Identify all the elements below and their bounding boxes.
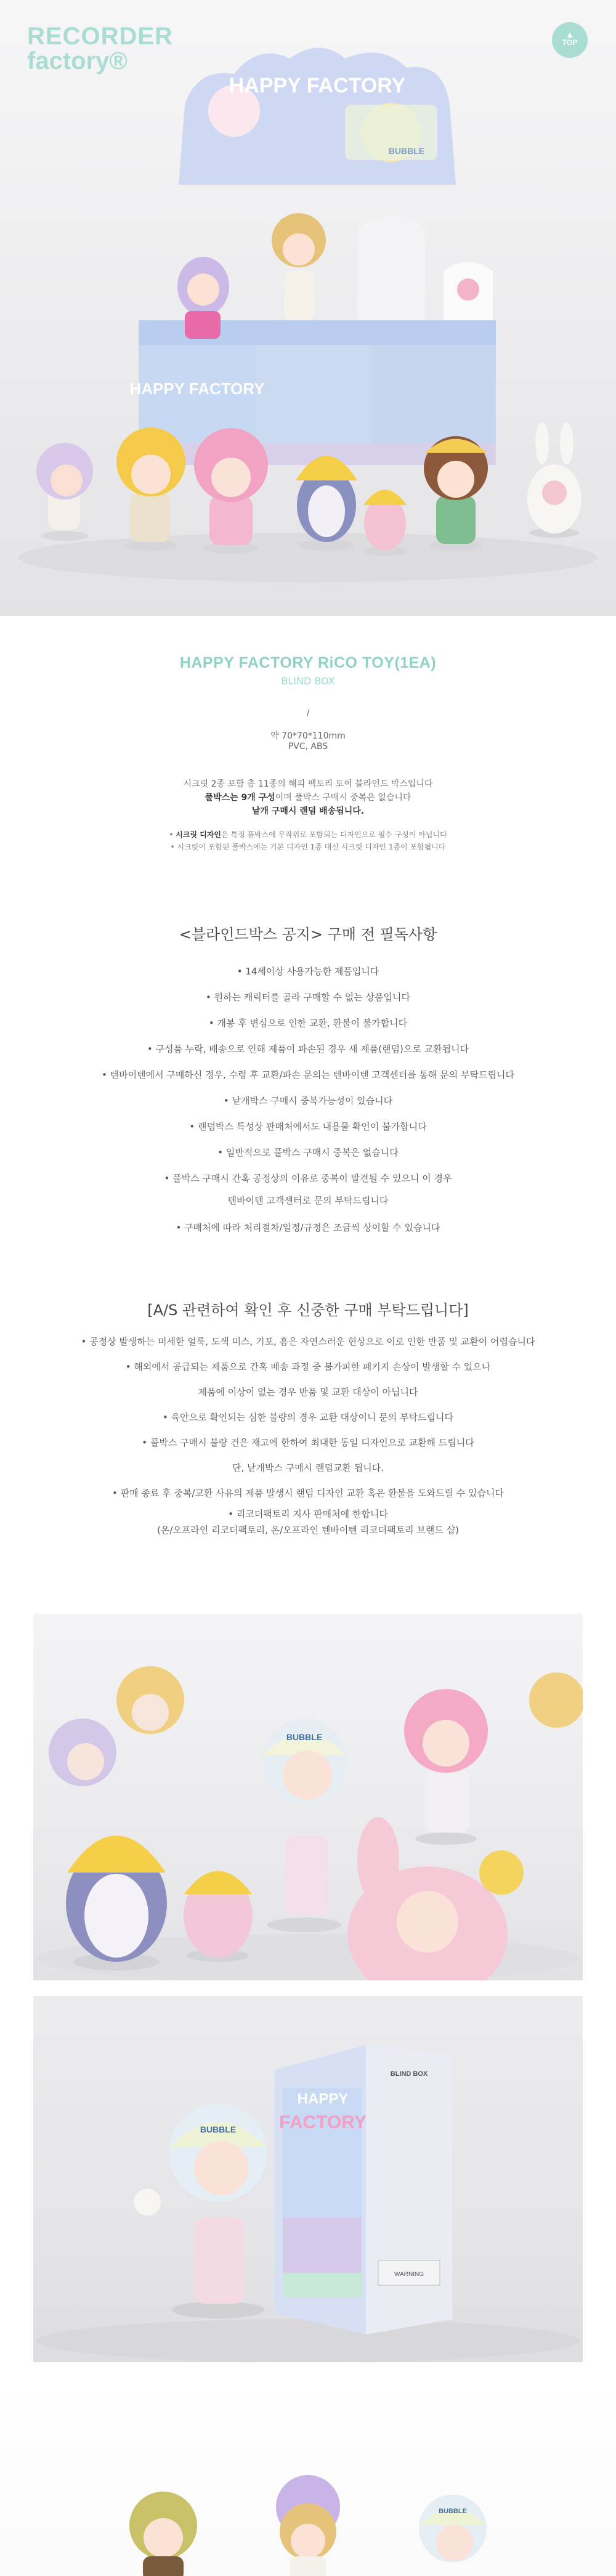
box-side-text: BLIND BOX — [390, 2070, 428, 2078]
figures-group-illustration — [33, 1614, 583, 1980]
photo3-bubble-text: BUBBLE — [439, 2508, 467, 2515]
product-material: PVC, ABS — [288, 742, 328, 751]
hero-figure-left-1 — [36, 443, 93, 541]
notice-item: • 14세이상 사용가능한 제품입니다 — [237, 966, 379, 977]
note-2: • 시크릿이 포함된 풀박스에는 기본 디자인 1종 대신 시크릿 디자인 1종이 포함됩니다 — [170, 843, 446, 851]
logo-line2: factory® — [27, 47, 128, 75]
as-notice-item: • 리코더팩토리 지사 판매처에 한합니다 — [228, 1509, 388, 1520]
box-text-line1: HAPPY — [297, 2091, 349, 2107]
arrow-up-icon: ▲ — [565, 30, 574, 39]
product-divider: / — [306, 708, 310, 718]
notice-item: • 낱개박스 구매시 중복가능성이 있습니다 — [223, 1095, 393, 1106]
description-line3 — [0, 804, 616, 818]
product-size: 약 70*70*110mm — [270, 731, 346, 741]
description-line2-rest: 이며 풀박스 구매시 중복은 없습니다 — [275, 793, 411, 803]
notice-item: • 일반적으로 풀박스 구매시 중복은 없습니다 — [217, 1147, 399, 1158]
product-photo-box — [33, 1996, 583, 2362]
scroll-top-button[interactable] — [552, 22, 588, 58]
hero-bubble-text: BUBBLE — [388, 146, 425, 156]
product-subtitle: BLIND BOX — [281, 675, 335, 687]
notice-item: • 개봉 후 변심으로 인한 교환, 환불이 불가합니다 — [208, 1018, 408, 1029]
note2-text: 시크릿이 포함된 풀박스에는 기본 디자인 1종 대신 시크릿 디자인 1종이 포함됩니다 — [177, 843, 446, 851]
description-line2 — [0, 791, 616, 804]
figure-with-box-illustration — [33, 1996, 583, 2362]
box-text-line2: FACTORY — [279, 2112, 367, 2132]
description-line1: 시크릿 2종 포함 총 11종의 해피 팩토리 토이 블라인드 박스입니다 — [183, 779, 433, 789]
note-1: • 시크릿 디자인은 특정 풀박스에 무작위로 포함되는 디자인으로 필수 구성이 아닙니다 — [169, 830, 447, 839]
as-notice-item: • 해외에서 공급되는 제품으로 간혹 배송 과정 중 불가피한 패키지 손상이 발생할 수 있으나 — [125, 1361, 491, 1372]
hero-image — [0, 0, 616, 616]
as-notice-item: 제품에 이상이 없는 경우 반품 및 교환 대상이 아닙니다 — [198, 1387, 418, 1398]
brand-logo[interactable] — [27, 25, 173, 73]
hero-figure-top-ghost — [357, 216, 493, 320]
notice-item: • 원하는 캐릭터를 골라 구매할 수 없는 상품입니다 — [205, 992, 411, 1003]
as-notice-item: 단, 낱개박스 구매시 랜덤교환 됩니다. — [232, 1462, 384, 1473]
notice-item: • 풀박스 구매시 간혹 공정상의 이유로 중복이 발견될 수 있으니 이 경우 — [164, 1173, 452, 1184]
notice-item: • 텐바이텐에서 구매하신 경우, 수령 후 교환/파손 문의는 텐바이텐 고객센터를 통해 문의 부탁드립니다 — [102, 1069, 514, 1080]
description-line2-bold: 풀박스는 9개 구성 — [205, 793, 275, 803]
product-description — [0, 777, 616, 818]
note1-bold: 시크릿 디자인 — [176, 830, 221, 839]
photo2-bubble-text: BUBBLE — [200, 2124, 237, 2134]
notice-item: • 랜덤박스 특성상 판매처에서도 내용물 확인이 불가합니다 — [189, 1121, 427, 1132]
as-notice-item: • 육안으로 확인되는 심한 불량의 경우 교환 대상이니 문의 부탁드립니다 — [163, 1412, 453, 1423]
top-button-label: TOP — [562, 38, 578, 47]
hero-figures-illustration — [0, 0, 616, 616]
as-notice-item: • 풀박스 구매시 불량 건은 재고에 한하여 최대한 동일 디자인으로 교환해 드립니다 — [142, 1437, 474, 1448]
product-notes — [0, 828, 616, 853]
box-warning-text: WARNING — [394, 2271, 424, 2278]
hero-figure-top-blonde — [272, 213, 326, 320]
hero-figure-brown-hair — [424, 436, 488, 551]
as-notice-title: [A/S 관련하여 확인 후 신중한 구매 부탁드립니다] — [147, 1302, 469, 1319]
notice-list — [0, 958, 616, 1241]
photo1-bubble-text: BUBBLE — [286, 1732, 323, 1742]
product-photo-lineup — [0, 2384, 616, 2576]
notice-item: • 구매처에 따라 처리절차/일정/규정은 조금씩 상이할 수 있습니다 — [176, 1222, 440, 1233]
hero-figure-bunny — [527, 423, 582, 538]
as-notice-list — [0, 1329, 616, 1538]
notice-item: • 구성품 누락, 배송으로 인해 제품이 파손된 경우 새 제품(랜덤)으로 교환됩니다 — [147, 1043, 469, 1055]
as-notice-item: • 판매 종료 후 중복/교환 사유의 제품 발생시 랜덤 디자인 교환 혹은 환불을 도와드릴 수 있습니다 — [111, 1488, 505, 1499]
description-line3-text: 낱개 구매시 랜덤 배송됩니다. — [251, 806, 365, 816]
logo-line1: RECORDER — [27, 23, 173, 50]
figures-lineup-illustration — [0, 2384, 616, 2576]
hero-sign-text: HAPPY FACTORY — [229, 74, 406, 97]
notice-title: <블라인드박스 공지> 구매 전 필독사항 — [179, 926, 437, 943]
note1-rest: 은 특정 풀박스에 무작위로 포함되는 디자인으로 필수 구성이 아닙니다 — [221, 830, 447, 839]
product-title: HAPPY FACTORY RiCO TOY(1EA) — [179, 654, 437, 671]
hero-box-text: HAPPY FACTORY — [129, 379, 265, 398]
hero-figure-yellow — [116, 427, 185, 551]
as-notice-item: (온/오프라인 리코더팩토리, 온/오프라인 텐바이텐 리코더팩토리 브랜드 샵) — [157, 1525, 459, 1536]
as-notice-item: • 공정상 발생하는 미세한 얼룩, 도색 미스, 기포, 흠은 자연스러운 현상으로 이로 인한 반품 및 교환이 어렵습니다 — [81, 1336, 535, 1347]
notice-item: 텐바이텐 고객센터로 문의 부탁드립니다 — [227, 1195, 389, 1206]
product-photo-group — [33, 1614, 583, 1980]
